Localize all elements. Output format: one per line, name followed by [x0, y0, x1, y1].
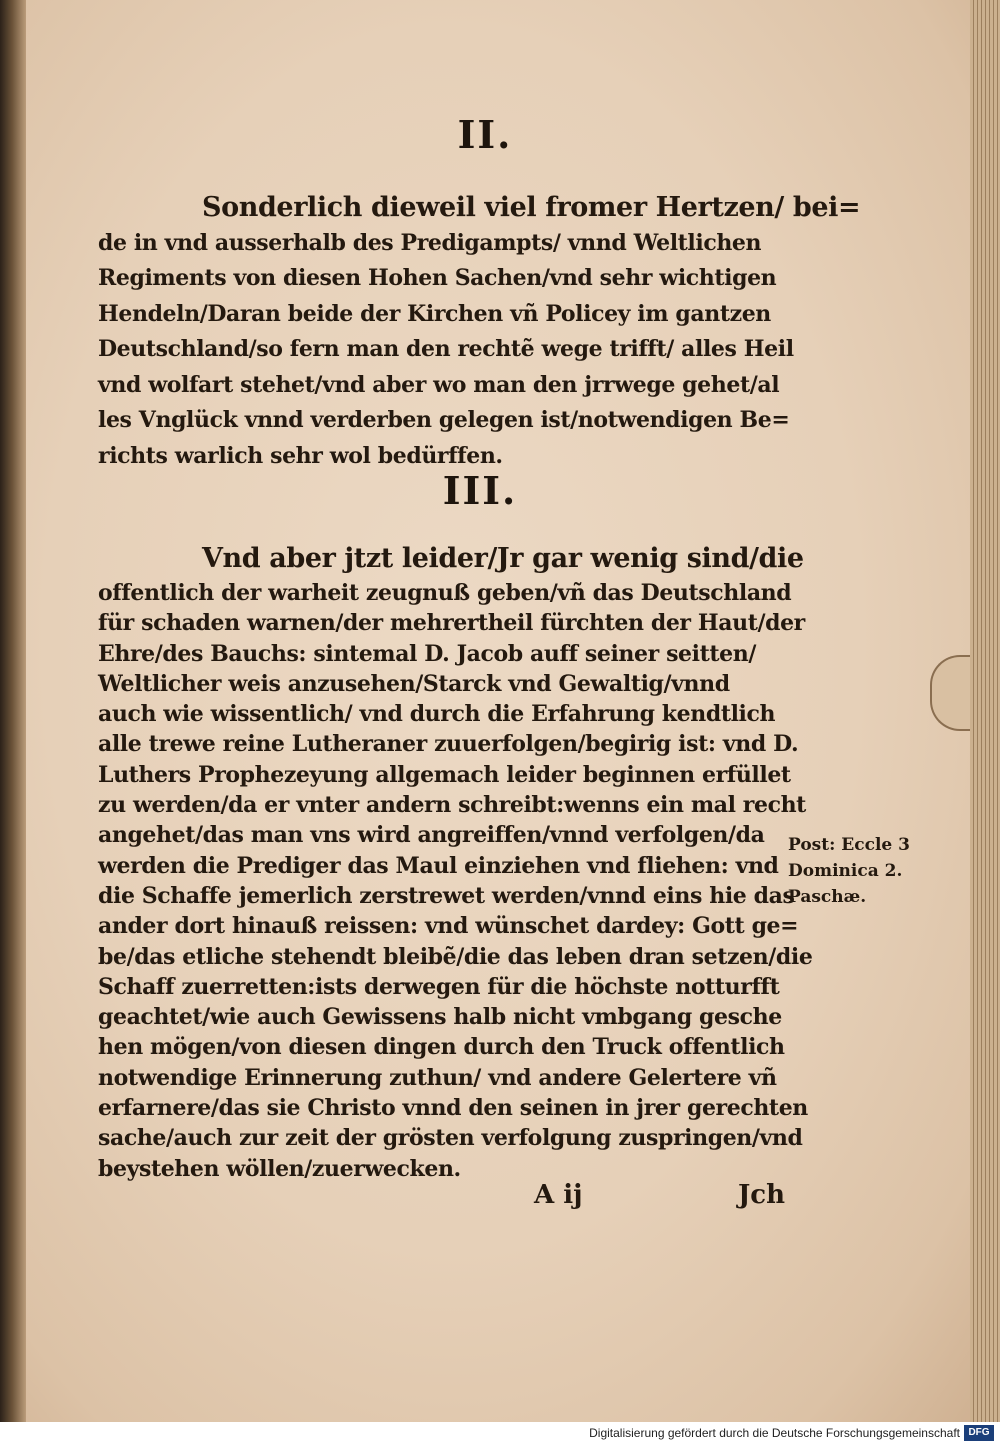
- text-line: geachtet/wie auch Gewissens halb nicht vmbgang gesche: [98, 1004, 782, 1031]
- text-line: Vnd aber jtzt leider/Jr gar wenig sind/die: [202, 543, 804, 574]
- text-line: die Schaffe jemerlich zerstrewet werden/vnnd eins hie das: [98, 882, 795, 909]
- marginal-note: [788, 832, 910, 910]
- text-line: de in vnd ausserhalb des Predigampts/ vnnd Weltlichen: [98, 229, 762, 256]
- dfg-logo-icon: DFG: [964, 1425, 994, 1441]
- marginal-note-line: Dominica 2.: [788, 861, 903, 881]
- text-line: zu werden/da er vnter andern schreibt:wenns ein mal recht: [98, 792, 806, 819]
- text-line: erfarnere/das sie Christo vnnd den seinen in jrer gerechten: [98, 1095, 808, 1122]
- text-line: offentlich der warheit zeugnuß geben/vñ das Deutschland: [98, 580, 792, 606]
- catchword: Jch: [738, 1180, 786, 1210]
- text-line: les Vnglück vnnd verderben gelegen ist/notwendigen Be=: [98, 407, 790, 433]
- text-line: Weltlicher weis anzusehen/Starck vnd Gewaltig/vnnd: [98, 670, 730, 697]
- text-line: sache/auch zur zeit der grösten verfolgung zuspringen/vnd: [98, 1125, 803, 1152]
- marginal-note-line: Post: Eccle 3: [788, 835, 910, 855]
- book-page: [26, 0, 976, 1422]
- funding-credit: Digitalisierung gefördert durch die Deutsche Forschungsgemeinschaft: [589, 1426, 960, 1440]
- signature-mark: A ij: [534, 1180, 583, 1210]
- text-line: Hendeln/Daran beide der Kirchen vñ Policey im gantzen: [98, 300, 771, 327]
- text-line: werden die Prediger das Maul einziehen vnd fliehen: vnd: [98, 852, 779, 879]
- text-line: hen mögen/von diesen dingen durch den Truck offentlich: [98, 1034, 785, 1061]
- text-line: angehet/das man vns wird angreiffen/vnnd verfolgen/da: [98, 822, 765, 849]
- text-line: notwendige Erinnerung zuthun/ vnd andere Gelertere vñ: [98, 1064, 777, 1091]
- paragraph-ii: [98, 190, 860, 474]
- section-heading-ii: II.: [457, 112, 513, 157]
- text-line: Sonderlich dieweil viel fromer Hertzen/ bei=: [202, 192, 861, 223]
- section-heading-iii: III.: [442, 468, 518, 513]
- text-line: für schaden warnen/der mehrertheil fürchten der Haut/der: [98, 610, 805, 637]
- text-line: Schaff zuerretten:ists derwegen für die höchste notturfft: [98, 973, 780, 1000]
- page-edges: [970, 0, 1000, 1422]
- text-line: Luthers Prophezeyung allgemach leider beginnen erfüllet: [98, 761, 791, 788]
- text-line: richts warlich sehr wol bedürffen.: [98, 442, 503, 469]
- text-line: vnd wolfart stehet/vnd aber wo man den jrrwege gehet/al: [98, 371, 780, 398]
- text-line: alle trewe reine Lutheraner zuuerfolgen/begirig ist: vnd D.: [98, 731, 799, 758]
- text-line: Ehre/des Bauchs: sintemal D. Jacob auff seiner seitten/: [98, 640, 756, 667]
- footer-bar: [0, 1422, 1000, 1445]
- text-line: ander dort hinauß reissen: vnd wünschet dardey: Gott ge=: [98, 913, 799, 940]
- text-line: Deutschland/so fern man den rechtẽ wege trifft/ alles Heil: [98, 336, 794, 362]
- text-line: Regiments von diesen Hohen Sachen/vnd sehr wichtigen: [98, 265, 777, 291]
- paragraph-iii: [98, 540, 812, 1184]
- marginal-note-line: Paschæ.: [788, 887, 867, 907]
- text-line: be/das etliche stehendt bleibẽ/die das leben dran setzen/die: [98, 943, 813, 970]
- text-line: auch wie wissentlich/ vnd durch die Erfahrung kendtlich: [98, 701, 776, 728]
- text-line: beystehen wöllen/zuerwecken.: [98, 1155, 461, 1182]
